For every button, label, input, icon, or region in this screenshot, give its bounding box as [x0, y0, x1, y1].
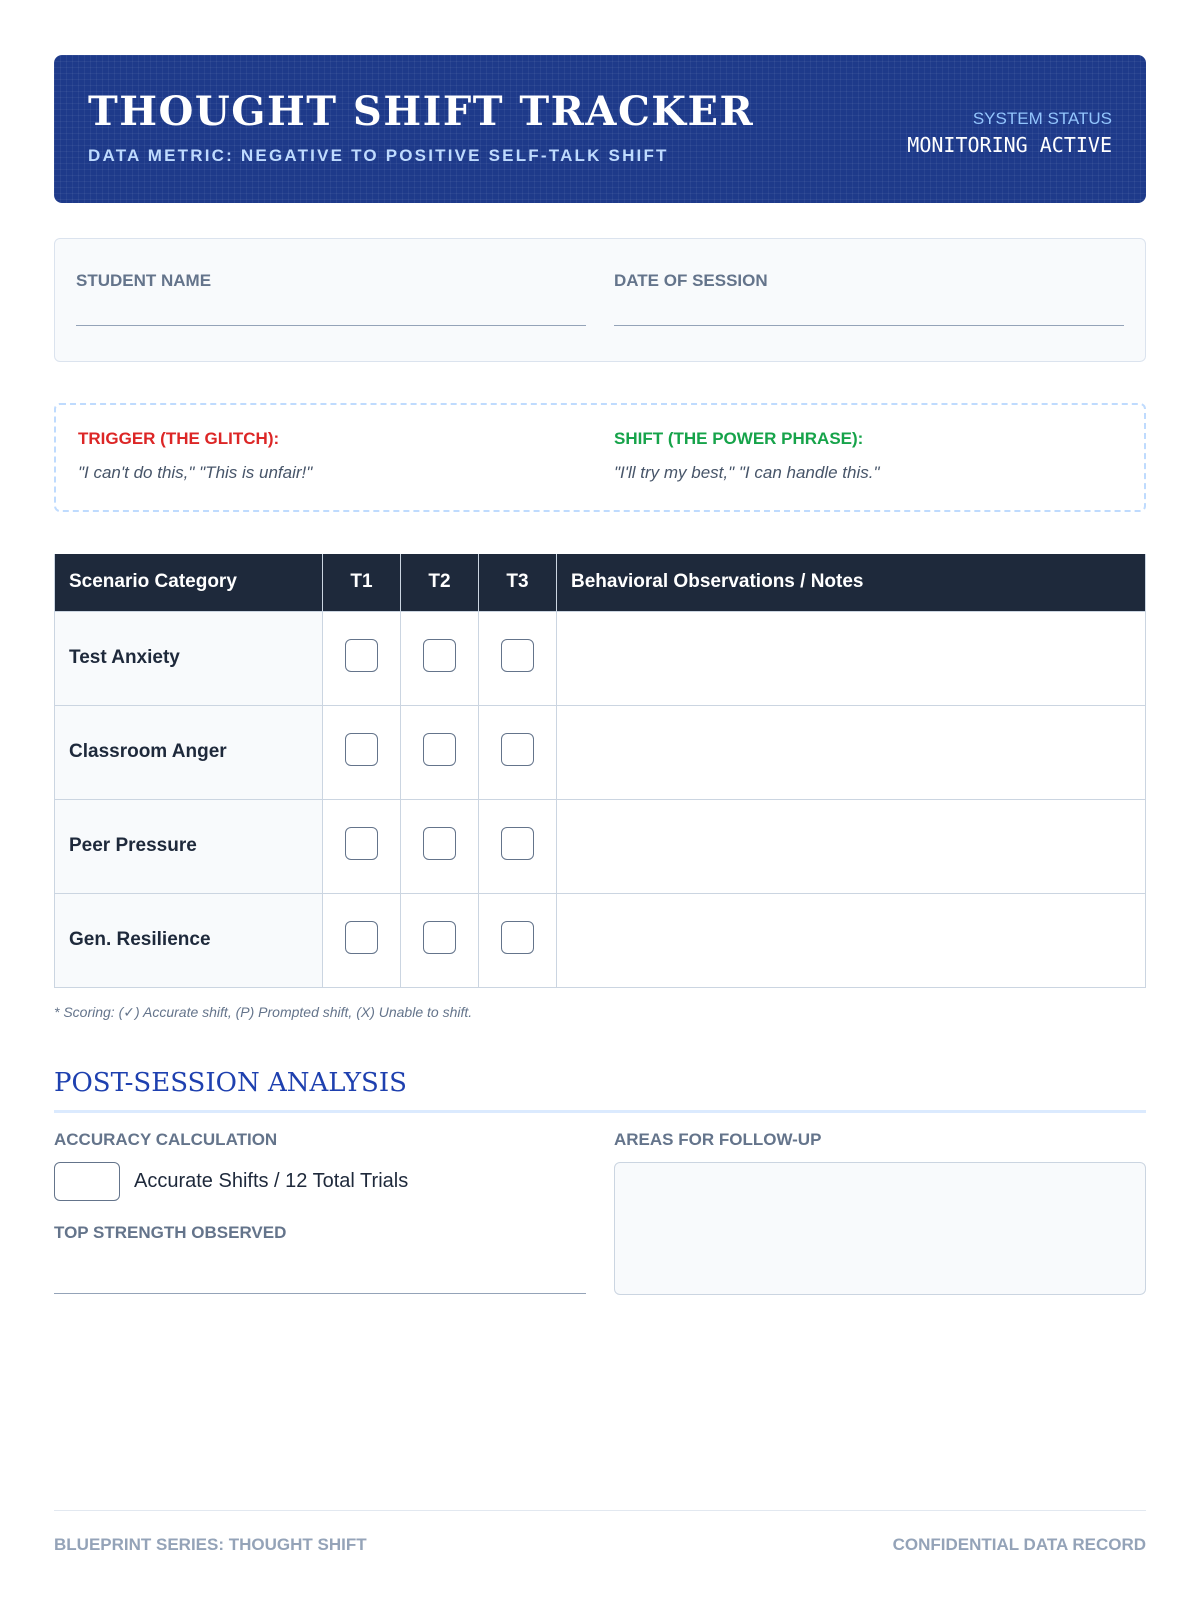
table-row	[55, 611, 1146, 705]
followup-label: AREAS FOR FOLLOW-UP	[614, 1129, 822, 1149]
trial-cell	[479, 611, 557, 705]
trial-cell	[479, 705, 557, 799]
tracking-table	[54, 554, 1146, 988]
session-info-box	[54, 238, 1146, 362]
system-status	[907, 101, 1112, 157]
trial-cell	[401, 611, 479, 705]
trigger-shift-box	[54, 403, 1146, 512]
trial-3-checkbox[interactable]	[501, 733, 534, 766]
trial-2-checkbox[interactable]	[423, 639, 456, 672]
trial-cell	[401, 705, 479, 799]
shift-section	[614, 429, 1122, 510]
accuracy-row	[54, 1162, 586, 1201]
shift-quote: "I'll try my best," "I can handle this."	[614, 463, 880, 482]
trial-1-checkbox[interactable]	[345, 921, 378, 954]
trial-cell	[479, 799, 557, 893]
scoring-note: * Scoring: (✓) Accurate shift, (P) Prompted shift, (X) Unable to shift.	[54, 1003, 473, 1020]
trial-cell	[401, 799, 479, 893]
shift-label: SHIFT (THE POWER PHRASE):	[614, 429, 864, 448]
notes-cell[interactable]	[557, 611, 1146, 705]
trial-3-checkbox[interactable]	[501, 921, 534, 954]
column-header-notes: Behavioral Observations / Notes	[557, 554, 1146, 611]
session-date-label: DATE OF SESSION	[614, 271, 768, 290]
table-row	[55, 893, 1146, 987]
trial-cell	[479, 893, 557, 987]
status-value: MONITORING ACTIVE	[907, 133, 1112, 157]
accuracy-text: Accurate Shifts / 12 Total Trials	[134, 1169, 409, 1192]
analysis-section	[54, 1130, 1146, 1295]
column-header-t2: T2	[401, 554, 479, 611]
session-date-field	[614, 271, 1124, 361]
analysis-right-column	[614, 1130, 1146, 1295]
accuracy-label: ACCURACY CALCULATION	[54, 1129, 278, 1149]
trial-2-checkbox[interactable]	[423, 827, 456, 860]
trial-cell	[323, 705, 401, 799]
column-header-scenario: Scenario Category	[55, 554, 323, 611]
student-name-field	[76, 271, 586, 361]
trial-3-checkbox[interactable]	[501, 827, 534, 860]
footer-series: BLUEPRINT SERIES: THOUGHT SHIFT	[54, 1535, 367, 1554]
trial-2-checkbox[interactable]	[423, 733, 456, 766]
scenario-category: Classroom Anger	[55, 705, 323, 799]
trial-3-checkbox[interactable]	[501, 639, 534, 672]
trigger-quote: "I can't do this," "This is unfair!"	[78, 463, 313, 482]
status-label: SYSTEM STATUS	[972, 109, 1112, 128]
page-footer	[54, 1510, 1146, 1555]
strength-input[interactable]	[54, 1293, 586, 1294]
table-header-row	[55, 554, 1146, 611]
notes-cell[interactable]	[557, 893, 1146, 987]
table-row	[55, 799, 1146, 893]
strength-label: TOP STRENGTH OBSERVED	[54, 1222, 287, 1242]
accuracy-input[interactable]	[54, 1162, 120, 1201]
page-title: THOUGHT SHIFT TRACKER	[88, 88, 755, 135]
header-text	[88, 88, 755, 166]
trial-cell	[323, 893, 401, 987]
student-name-label: STUDENT NAME	[76, 271, 212, 290]
trial-cell	[323, 799, 401, 893]
trial-1-checkbox[interactable]	[345, 827, 378, 860]
trial-cell	[323, 611, 401, 705]
student-name-input[interactable]	[76, 324, 586, 326]
followup-input[interactable]	[614, 1162, 1146, 1295]
footer-confidential: CONFIDENTIAL DATA RECORD	[892, 1535, 1146, 1554]
header-banner	[54, 55, 1146, 203]
trial-1-checkbox[interactable]	[345, 733, 378, 766]
notes-cell[interactable]	[557, 705, 1146, 799]
analysis-left-column	[54, 1130, 586, 1295]
trigger-label: TRIGGER (THE GLITCH):	[78, 429, 280, 448]
scenario-category: Peer Pressure	[55, 799, 323, 893]
table-row	[55, 705, 1146, 799]
trial-1-checkbox[interactable]	[345, 639, 378, 672]
scenario-category: Test Anxiety	[55, 611, 323, 705]
trial-cell	[401, 893, 479, 987]
trigger-section	[78, 429, 586, 510]
column-header-t3: T3	[479, 554, 557, 611]
column-header-t1: T1	[323, 554, 401, 611]
page-subtitle: DATA METRIC: NEGATIVE TO POSITIVE SELF-TALK SHIFT	[88, 146, 669, 165]
notes-cell[interactable]	[557, 799, 1146, 893]
trial-2-checkbox[interactable]	[423, 921, 456, 954]
analysis-heading: POST-SESSION ANALYSIS	[54, 1068, 1146, 1113]
session-date-input[interactable]	[614, 324, 1124, 326]
scenario-category: Gen. Resilience	[55, 893, 323, 987]
